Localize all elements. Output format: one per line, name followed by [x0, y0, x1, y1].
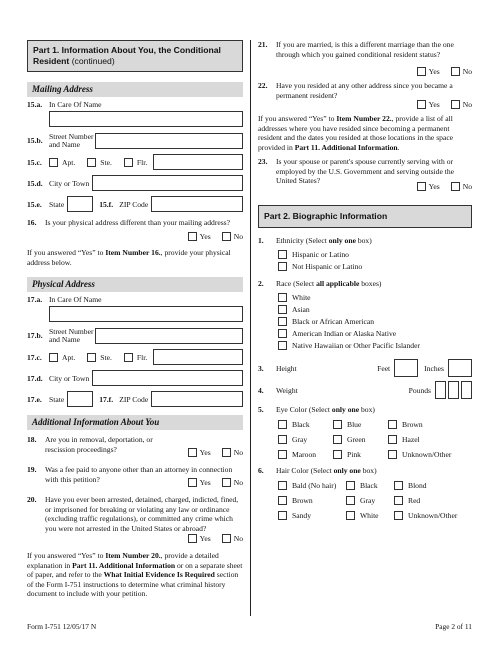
- page-number: Page 2 of 11: [435, 622, 472, 631]
- state-input[interactable]: [67, 391, 93, 407]
- label-text: boxes): [359, 279, 382, 288]
- in-care-of-input[interactable]: [49, 111, 243, 127]
- height-row: [258, 359, 472, 377]
- part1-heading: [27, 40, 243, 72]
- checkbox[interactable]: [278, 293, 287, 302]
- field-15c-row: [27, 154, 243, 170]
- question-text: Are you in removal, deportation, or rescission proceedings?: [45, 435, 153, 454]
- ethnicity-option-not-hispanic[interactable]: [278, 260, 472, 272]
- yes-no-group: [180, 232, 243, 241]
- yes-label: Yes: [199, 478, 211, 487]
- option-label: Unknown/Other: [408, 510, 458, 520]
- option-label: Native Hawaiian or Other Pacific Islander: [292, 340, 420, 350]
- apt-label: Apt.: [62, 157, 76, 167]
- item-number: 15.e.: [27, 199, 42, 209]
- label-text: Race (Select: [276, 279, 317, 288]
- checkbox[interactable]: [278, 305, 287, 314]
- form-footer-id: Form I-751 12/05/17 N: [27, 622, 97, 631]
- item-number: 2.: [258, 279, 264, 288]
- item-number: 20.: [27, 495, 37, 504]
- yes-no-group: [180, 478, 243, 487]
- inches-label: Inches: [424, 363, 444, 373]
- field-15a-input-row: [27, 111, 243, 127]
- race-options: [258, 291, 472, 351]
- weight-digit-input[interactable]: [461, 381, 472, 399]
- yes-label: Yes: [199, 534, 211, 543]
- state-input[interactable]: [67, 196, 93, 212]
- option-label: Red: [408, 495, 421, 505]
- item-number: 17.c.: [27, 352, 42, 362]
- mailing-address-heading: Mailing Address: [27, 82, 243, 97]
- label-emphasis: only one: [328, 236, 356, 245]
- checkbox[interactable]: [388, 420, 397, 429]
- option-label: Not Hispanic or Latino: [292, 261, 363, 271]
- eye-color-options: [258, 418, 472, 460]
- label-text: box): [359, 405, 375, 414]
- option-label: Gray: [360, 495, 376, 505]
- option-label: White: [292, 292, 311, 302]
- hair-option[interactable]: [278, 494, 346, 506]
- eye-option[interactable]: [278, 448, 333, 460]
- street-input[interactable]: [95, 133, 243, 149]
- q22-instructions: [258, 114, 472, 152]
- apt-label: Apt.: [62, 352, 76, 362]
- checkbox[interactable]: [333, 450, 342, 459]
- flr-checkbox[interactable]: [124, 158, 133, 167]
- checkbox[interactable]: [278, 250, 287, 259]
- checkbox[interactable]: [278, 511, 287, 520]
- item-number: 3.: [258, 363, 264, 373]
- section-reference: What Initial Evidence Is Required: [103, 570, 215, 579]
- ethnicity-label: [276, 236, 372, 245]
- item-reference: Item Number 20.: [105, 551, 161, 560]
- no-label: No: [462, 182, 472, 191]
- option-label: Black: [360, 480, 378, 490]
- state-label: State: [49, 394, 65, 404]
- field-15d-row: [27, 175, 243, 191]
- additional-info-heading: Additional Information About You: [27, 415, 243, 430]
- field-17a-input-row: [27, 306, 243, 322]
- in-care-of-label: In Care Of Name: [49, 100, 102, 109]
- yes-checkbox[interactable]: [188, 448, 197, 457]
- field-17c-row: [27, 349, 243, 365]
- yes-label: Yes: [428, 182, 440, 191]
- label-text: Eye Color (Select: [276, 405, 332, 414]
- checkbox[interactable]: [278, 481, 287, 490]
- state-label: State: [49, 199, 65, 209]
- option-label: Maroon: [292, 449, 317, 459]
- feet-label: Feet: [377, 363, 391, 373]
- flr-label: Flr.: [136, 157, 148, 167]
- field-15e-row: [27, 196, 243, 212]
- checkbox[interactable]: [394, 511, 403, 520]
- zip-label: ZIP Code: [119, 199, 149, 209]
- eye-option[interactable]: [278, 433, 333, 445]
- yes-no-group: [409, 100, 472, 109]
- inches-input[interactable]: [448, 359, 472, 377]
- city-label: City or Town: [49, 178, 90, 188]
- item-number: 17.a.: [27, 295, 43, 304]
- race-option-pacific-islander[interactable]: [278, 339, 472, 351]
- no-checkbox[interactable]: [451, 182, 460, 191]
- option-label: Brown: [402, 419, 423, 429]
- no-label: No: [233, 534, 243, 543]
- option-label: Black or African American: [292, 316, 375, 326]
- eye-option[interactable]: [333, 448, 388, 460]
- item-number: 15.b.: [27, 136, 43, 145]
- q20-instructions: [27, 551, 243, 599]
- option-label: White: [360, 510, 379, 520]
- question-21: [258, 40, 472, 78]
- yes-checkbox[interactable]: [417, 100, 426, 109]
- question-text: Is your spouse or parent's spouse currently serving with or employed by the U.S. Government and serving outside the United States?: [276, 157, 454, 185]
- zip-input[interactable]: [151, 391, 243, 407]
- question-text: Is your physical address different than your mailing address?: [45, 218, 231, 227]
- option-label: Blond: [408, 480, 427, 490]
- checkbox[interactable]: [278, 450, 287, 459]
- no-checkbox[interactable]: [222, 232, 231, 241]
- checkbox[interactable]: [278, 435, 287, 444]
- checkbox[interactable]: [346, 481, 355, 490]
- race-option-black[interactable]: [278, 315, 472, 327]
- no-checkbox[interactable]: [222, 478, 231, 487]
- question-text: Have you ever been arrested, detained, charged, indicted, fined, or imprisoned for breaking or violating any law or ordinance (excluding traffic regulations), or committed any crime which you were not arrested in the United States or abroad?: [45, 495, 239, 533]
- checkbox[interactable]: [346, 511, 355, 520]
- question-text: Have you resided at any other address since you became a permanent resident?: [276, 81, 453, 100]
- field-17a-row: [27, 295, 243, 304]
- street-label: Street Number and Name: [49, 326, 94, 344]
- pounds-label: Pounds: [408, 385, 431, 395]
- yes-label: Yes: [199, 232, 211, 241]
- checkbox[interactable]: [278, 496, 287, 505]
- checkbox[interactable]: [278, 420, 287, 429]
- item-number: 15.a.: [27, 100, 43, 109]
- item-number: 19.: [27, 465, 37, 474]
- part-reference: Part 11. Additional Information: [294, 142, 398, 152]
- ste-label: Ste.: [100, 352, 112, 362]
- hair-color-options: [258, 479, 472, 521]
- item-number: 15.d.: [27, 178, 43, 188]
- checkbox[interactable]: [278, 329, 287, 338]
- eye-option[interactable]: [333, 418, 388, 430]
- no-label: No: [233, 478, 243, 487]
- zip-label: ZIP Code: [119, 394, 149, 404]
- checkbox[interactable]: [388, 450, 397, 459]
- label-emphasis: only one: [333, 466, 361, 475]
- instruction-text: If you answered “Yes” to: [258, 114, 337, 123]
- instruction-text: , provide a list of all addresses where you have resided since becoming a permanent resident and the dates you resided at those locations in the space provided in: [258, 114, 454, 152]
- question-text: Was a fee paid to anyone other than an attorney in connection with this petition?: [45, 465, 233, 484]
- option-label: Black: [292, 419, 310, 429]
- yes-no-group: [180, 534, 243, 543]
- item-number: 21.: [258, 40, 268, 49]
- part1-suffix: (continued): [71, 56, 115, 66]
- option-label: Hispanic or Latino: [292, 249, 349, 259]
- unit-number-input[interactable]: [153, 349, 243, 365]
- part-reference: Part 11. Additional Information: [72, 560, 176, 570]
- race-option-american-indian[interactable]: [278, 327, 472, 339]
- hair-color-label: [276, 466, 377, 475]
- option-label: Bald (No hair): [292, 480, 337, 490]
- eye-option[interactable]: [333, 433, 388, 445]
- question-23: [258, 157, 472, 191]
- instruction-text: , provide a detailed explanation in: [27, 551, 219, 570]
- ethnicity-option-hispanic[interactable]: [278, 248, 472, 260]
- item-number: 18.: [27, 435, 37, 444]
- q16-instructions: [27, 248, 243, 267]
- flr-label: Flr.: [136, 352, 148, 362]
- checkbox[interactable]: [394, 481, 403, 490]
- label-text: Ethnicity (Select: [276, 236, 329, 245]
- yes-no-group: [409, 182, 472, 191]
- eye-option[interactable]: [388, 433, 478, 445]
- eye-option[interactable]: [278, 418, 333, 430]
- eye-option[interactable]: [388, 418, 478, 430]
- instruction-text: If you answered “Yes” to: [27, 248, 106, 257]
- checkbox[interactable]: [388, 435, 397, 444]
- hair-option[interactable]: [278, 479, 346, 491]
- in-care-of-input[interactable]: [49, 306, 243, 322]
- hair-option[interactable]: [278, 509, 346, 521]
- city-input[interactable]: [92, 370, 243, 386]
- label-text: Hair Color (Select: [276, 466, 334, 475]
- instruction-text: .: [397, 142, 400, 152]
- field-15b-row: [27, 132, 243, 149]
- city-input[interactable]: [92, 175, 243, 191]
- checkbox[interactable]: [333, 435, 342, 444]
- street-input[interactable]: [95, 328, 243, 344]
- checkbox[interactable]: [394, 496, 403, 505]
- item-number: 23.: [258, 157, 268, 166]
- checkbox[interactable]: [278, 317, 287, 326]
- option-label: Brown: [292, 495, 313, 505]
- label-emphasis: all applicable: [316, 279, 360, 288]
- field-17d-row: [27, 370, 243, 386]
- instruction-text: If you answered “Yes” to: [27, 551, 106, 560]
- yes-checkbox[interactable]: [188, 478, 197, 487]
- option-label: Hazel: [402, 434, 420, 444]
- street-label: Street Number and Name: [49, 131, 94, 149]
- no-label: No: [462, 67, 472, 76]
- option-label: Gray: [292, 434, 308, 444]
- checkbox[interactable]: [333, 420, 342, 429]
- item-number: 15.c.: [27, 157, 42, 167]
- in-care-of-label: In Care Of Name: [49, 295, 102, 304]
- race-label: [276, 279, 381, 288]
- race-option-white[interactable]: [278, 291, 472, 303]
- item-number: 17.e.: [27, 394, 42, 404]
- question-text: If you are married, is this a different marriage than the one through which you gained conditional resident status?: [276, 40, 454, 59]
- option-label: Pink: [347, 449, 361, 459]
- option-label: Asian: [292, 304, 310, 314]
- left-column: [27, 40, 243, 599]
- ste-checkbox[interactable]: [87, 158, 96, 167]
- unit-number-input[interactable]: [153, 154, 243, 170]
- ste-label: Ste.: [100, 157, 112, 167]
- item-number: 1.: [258, 236, 264, 245]
- zip-input[interactable]: [151, 196, 243, 212]
- label-emphasis: only one: [331, 405, 360, 414]
- field-17e-row: [27, 391, 243, 407]
- no-label: No: [462, 100, 472, 109]
- question-19: [27, 465, 243, 489]
- question-20: [27, 495, 243, 543]
- field-17b-row: [27, 327, 243, 344]
- item-number: 5.: [258, 405, 264, 414]
- race-option-asian[interactable]: [278, 303, 472, 315]
- apt-checkbox[interactable]: [49, 353, 58, 362]
- ste-checkbox[interactable]: [87, 353, 96, 362]
- yes-checkbox[interactable]: [188, 534, 197, 543]
- eye-option[interactable]: [388, 448, 478, 460]
- hair-option[interactable]: [394, 479, 484, 491]
- yes-checkbox[interactable]: [417, 67, 426, 76]
- yes-label: Yes: [199, 448, 211, 457]
- yes-label: Yes: [428, 67, 440, 76]
- field-15a-row: [27, 100, 243, 109]
- feet-input[interactable]: [394, 359, 418, 377]
- height-label: Height: [276, 363, 297, 373]
- item-number: 4.: [258, 385, 264, 395]
- hair-option[interactable]: [346, 479, 394, 491]
- item-number: 17.b.: [27, 331, 43, 340]
- hair-option[interactable]: [346, 494, 394, 506]
- instruction-text: section of the Form I-751 instructions to determine what criminal history document to include with your petition.: [27, 570, 239, 598]
- question-16: [27, 218, 243, 242]
- weight-row: [258, 381, 472, 399]
- instruction-text: , provide your physical address below.: [27, 248, 231, 267]
- label-text: box): [355, 236, 372, 245]
- part2-heading: Part 2. Biographic Information: [258, 205, 472, 228]
- label-text: box): [360, 466, 377, 475]
- option-label: Unknown/Other: [402, 449, 452, 459]
- item-number: 15.f.: [99, 199, 114, 209]
- hair-option[interactable]: [394, 509, 484, 521]
- checkbox[interactable]: [278, 341, 287, 350]
- option-label: Blue: [347, 419, 362, 429]
- option-label: Sandy: [292, 510, 311, 520]
- eye-color-label: [276, 405, 375, 414]
- question-22: [258, 81, 472, 109]
- question-18: [27, 435, 243, 459]
- hair-color-question: [258, 466, 472, 475]
- item-number: 17.f.: [99, 394, 114, 404]
- weight-label: Weight: [276, 385, 298, 395]
- no-label: No: [233, 448, 243, 457]
- checkbox[interactable]: [346, 496, 355, 505]
- physical-address-heading: Physical Address: [27, 277, 243, 292]
- city-label: City or Town: [49, 373, 90, 383]
- item-number: 16.: [27, 218, 37, 227]
- yes-checkbox[interactable]: [188, 232, 197, 241]
- no-checkbox[interactable]: [451, 100, 460, 109]
- weight-digit-input[interactable]: [435, 381, 446, 399]
- option-label: Green: [347, 434, 366, 444]
- checkbox[interactable]: [278, 262, 287, 271]
- no-checkbox[interactable]: [451, 67, 460, 76]
- no-checkbox[interactable]: [222, 534, 231, 543]
- no-checkbox[interactable]: [222, 448, 231, 457]
- hair-option[interactable]: [394, 494, 484, 506]
- apt-checkbox[interactable]: [49, 158, 58, 167]
- column-divider: [250, 40, 251, 616]
- weight-digit-input[interactable]: [448, 381, 459, 399]
- part1-title: Part 1. Information About You, the Conditional Resident: [33, 45, 221, 66]
- eye-color-question: [258, 405, 472, 414]
- ethnicity-question: [258, 236, 472, 245]
- option-label: American Indian or Alaska Native: [292, 328, 397, 338]
- ethnicity-options: [258, 248, 472, 272]
- instruction-text: or on a separate sheet of paper, and refer to the: [27, 560, 243, 579]
- yes-no-group: [180, 448, 243, 457]
- item-number: 22.: [258, 81, 268, 90]
- yes-label: Yes: [428, 100, 440, 109]
- item-number: 17.d.: [27, 373, 43, 383]
- no-label: No: [233, 232, 243, 241]
- flr-checkbox[interactable]: [124, 353, 133, 362]
- yes-checkbox[interactable]: [417, 182, 426, 191]
- race-question: [258, 279, 472, 288]
- item-reference: Item Number 22.: [336, 114, 392, 123]
- right-column: [258, 40, 472, 521]
- yes-no-group: [409, 67, 472, 76]
- hair-option[interactable]: [346, 509, 394, 521]
- item-reference: Item Number 16.: [105, 248, 161, 257]
- item-number: 6.: [258, 466, 264, 475]
